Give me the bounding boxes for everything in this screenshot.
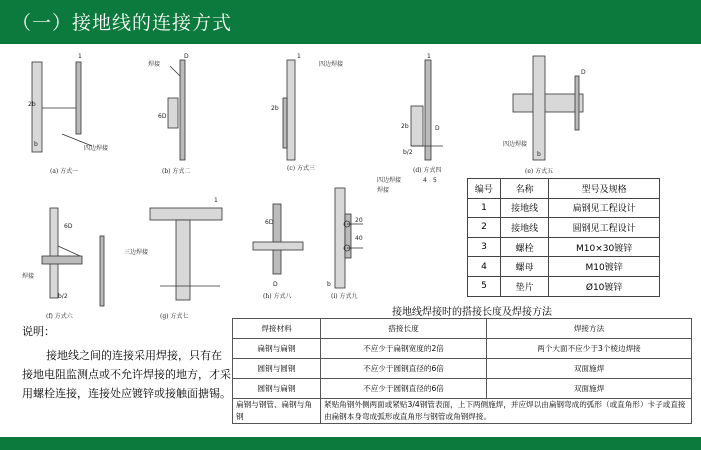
caption-method-8: (h) 方式八: [263, 293, 292, 300]
cell: 1: [468, 198, 501, 218]
label-weld-four-c: 四边焊接: [319, 61, 344, 68]
cell: 垫片: [500, 276, 548, 296]
caption-method-4: (d) 方式四: [413, 167, 442, 174]
table-row: [468, 218, 660, 238]
label-2b-d: 2b: [401, 123, 409, 130]
table-row: [468, 198, 660, 218]
cell: 扁钢与钢管、扁钢与角钢: [233, 399, 321, 424]
label-2b-c: 2b: [271, 105, 279, 112]
weld-header-length: 搭接长度: [321, 319, 487, 339]
weld-table-title: 接地线焊接时的搭接长度及焊接方法: [392, 307, 552, 318]
page-title: （一）接地线的连接方式: [12, 12, 233, 34]
label-D-e: D: [581, 69, 586, 76]
cell: 3: [468, 237, 501, 257]
label-weld-f: 焊接: [22, 273, 35, 280]
table-row: [233, 379, 692, 399]
cell: 不应少于扁钢宽度的2倍: [321, 339, 487, 359]
parts-header-name: 名称: [500, 179, 548, 199]
caption-method-9: (i) 方式九: [331, 293, 358, 300]
label-n1-a: 1: [78, 53, 82, 60]
label-weld-i: 焊接: [377, 187, 390, 194]
label-D-d: D: [435, 125, 440, 132]
label-n1-g: 1: [214, 197, 218, 204]
label-n4-i: 4: [423, 177, 427, 184]
notes-title: 说明：: [22, 325, 55, 338]
cell: 圆钢与圆钢: [233, 359, 321, 379]
parts-header-no: 编号: [468, 179, 501, 199]
parts-header-spec: 型号及规格: [549, 179, 660, 199]
weld-header-method: 焊接方法: [487, 319, 692, 339]
caption-method-6: (f) 方式六: [46, 313, 73, 320]
cell: 双面施焊: [487, 379, 692, 399]
weld-header-material: 焊接材料: [233, 319, 321, 339]
cell: 双面施焊: [487, 359, 692, 379]
cell: 紧贴角钢外侧两面或紧贴3/4钢管表面，上下两侧施焊，并应焊以由扁钢弯成的弧形（或直角形）卡子或直接由扁钢本身弯成弧形或直角形与钢管或角钢焊接。: [321, 399, 692, 424]
table-header-row: [468, 179, 660, 199]
label-weld-b: 焊接: [148, 61, 161, 68]
figure-panel-left: [20, 46, 232, 323]
label-6D-h: 6D: [265, 219, 274, 226]
cell: 不应少于圆钢直径的6倍: [321, 359, 487, 379]
table-row: [468, 276, 660, 296]
label-b2-d: b/2: [403, 149, 413, 156]
label-6D-b: 6D: [158, 113, 167, 120]
cell: 2: [468, 218, 501, 238]
cell: 扁钢与扁钢: [233, 339, 321, 359]
table-header-row: [233, 319, 692, 339]
label-D-b: D: [184, 53, 189, 60]
cell: 接地线: [500, 218, 548, 238]
label-b-e: b: [537, 151, 541, 158]
label-2b-a: 2b: [28, 101, 36, 108]
cell: 两个大面不应少于3个棱边焊接: [487, 339, 692, 359]
connection-diagrams-left: [20, 46, 232, 323]
table-row: [468, 257, 660, 277]
cell: 5: [468, 276, 501, 296]
label-D-h: D: [273, 281, 278, 288]
table-row: [233, 359, 692, 379]
label-6D-f: 6D: [64, 223, 73, 230]
cell: 圆钢见工程设计: [549, 218, 660, 238]
notes-body: [22, 346, 232, 403]
label-n1-c: 1: [297, 53, 301, 60]
cell: M10镀锌: [549, 257, 660, 277]
cell: 螺母: [500, 257, 548, 277]
cell: 圆钢与扁钢: [233, 379, 321, 399]
label-40-i: 40: [355, 235, 363, 242]
cell: 接地线: [500, 198, 548, 218]
caption-method-1: (a) 方式一: [50, 168, 79, 175]
header-bar: [0, 0, 701, 44]
table-row: [468, 237, 660, 257]
label-b-i: b: [327, 281, 331, 288]
parts-table: [467, 178, 660, 297]
label-b2-f: b/2: [58, 293, 68, 300]
label-n1-d: 1: [427, 53, 431, 60]
label-b-a: b: [34, 141, 38, 148]
caption-method-3: (c) 方式三: [287, 165, 315, 172]
cell: 4: [468, 257, 501, 277]
table-row: [233, 399, 692, 424]
caption-method-5: (e) 方式五: [525, 168, 554, 175]
cell: 螺栓: [500, 237, 548, 257]
caption-method-7: (g) 方式七: [160, 313, 189, 320]
caption-method-2: (b) 方式二: [162, 168, 191, 175]
table-row: [233, 339, 692, 359]
label-weld-four-e: 四边焊接: [503, 141, 528, 148]
label-weld-three-g: 三边焊接: [124, 249, 149, 256]
cell: Ø10镀锌: [549, 276, 660, 296]
footer-bar: [0, 437, 701, 450]
cell: 不应少于圆钢直径的6倍: [321, 379, 487, 399]
label-weld-four-a: 四边焊接: [84, 145, 109, 152]
cell: 扁钢见工程设计: [549, 198, 660, 218]
label-weld-four-i: 四边焊接: [377, 177, 402, 184]
label-20-i: 20: [355, 217, 363, 224]
cell: M10×30镀锌: [549, 237, 660, 257]
notes-text: 接地线之间的连接采用焊接，只有在接地电阻监测点或不允许焊接的地方，才采用螺栓连接，连接处应镀锌或接触面搪锡。: [22, 349, 231, 400]
label-n5-i: 5: [433, 177, 437, 184]
weld-table: [232, 318, 692, 424]
